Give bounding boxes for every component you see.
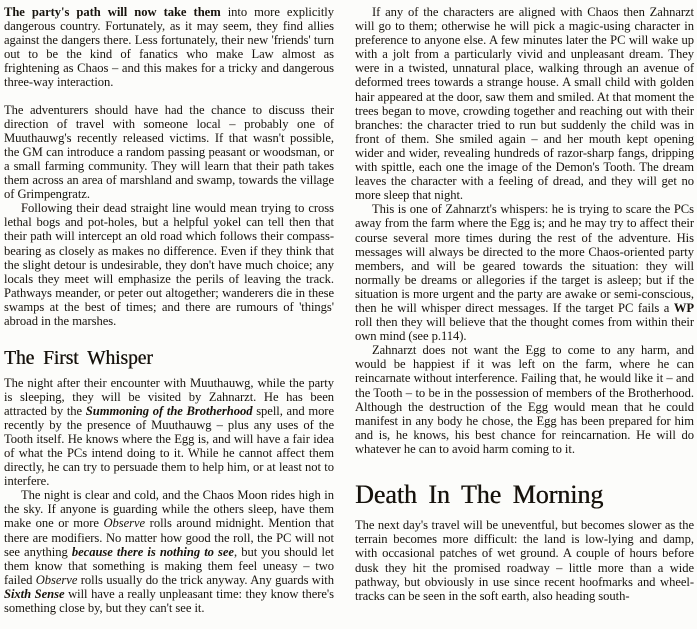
paragraph xyxy=(355,202,694,343)
paragraph xyxy=(4,201,334,328)
paragraph xyxy=(4,376,334,489)
right-column xyxy=(355,5,694,629)
text-run: Zahnarzt does not want the Egg to come to any harm, and would be happiest if it was left on the farm, where he can reincarnate without interference. Failing that, he would like it – and the Tooth – to be in the possession of members of the Brotherhood. Although the destruction of the Egg would mean that he could manifest in any body he chose, the Egg has been prepared for him and is, he knows, his best chance for reincarnation. He will do whatever he can to avoid harm coming to it. xyxy=(355,343,694,456)
paragraph xyxy=(4,488,334,615)
text-run: This is one of Zahnarzt's whispers: he is trying to scare the PCs away from the farm where the Egg is; and he may try to affect their course several more times during the rest of the adventure. His messages will always be directed to the more Chaos-oriented party members, and will be geared towards the situation: they will normally be dreams or allegories if the target is asleep; but if the situation is more urgent and the party are awake or semi-conscious, then he will whisper direct messages. If the target PC fails a xyxy=(355,202,694,315)
text-run: into more explicitly dangerous country. Fortunately, as it may seem, they find allies against the dangers there. Less fortunately, their new 'friends' turn out to be the kind of fanatics who make Law almost as frightening as Chaos – and this makes for a tricky and dangerous three-way interaction. xyxy=(4,5,335,90)
paragraph xyxy=(355,343,694,456)
text-run: because there is nothing to see xyxy=(71,544,234,559)
text-run: spell, and more recently by the presence of Muuthauwg – plus any uses of the Tooth itself. He knows where the Egg is, and will have a fair idea of what the PCs intend doing to it. While he cannot affect them directly, he can try to persuade them to help him, or at least not to interfere. xyxy=(4,403,334,489)
paragraph xyxy=(4,103,334,202)
text-run: Observe xyxy=(103,516,146,531)
text-run: Sixth Sense xyxy=(4,586,65,601)
text-run: Observe xyxy=(35,572,78,587)
paragraph xyxy=(355,5,694,202)
text-run: The next day's travel will be uneventful, but becomes slower as the terrain becomes more difficult: the land is low-lying and damp, with occasional patches of wet ground. A couple of hours before dusk they hit the promised roadway – little more than a wide pathway, but obviously in use since recent hoofmarks and wheel-tracks can be seen in the soft earth, also heading south- xyxy=(355,518,694,603)
left-column xyxy=(4,5,334,629)
text-run: WP xyxy=(673,300,694,315)
text-run: The night after their encounter with Muuthauwg, while the party is sleeping, they will be visited by Zahnarzt. He has been attracted by the xyxy=(4,375,334,418)
section-heading: The First Whisper xyxy=(4,348,153,370)
text-run: The adventurers should have had the chance to discuss their direction of travel with someone local – probably one of Muuthauwg's recently released victims. If that wasn't possible, the GM can introduce a random passing peasant or woodsman, or a small farming community. They will learn that their path takes them across an area of marshland and swamp, towards the village of Grimpengratz. xyxy=(4,102,334,202)
text-run: , but you should let them know that something is making them feel uneasy – two failed xyxy=(4,544,334,587)
text-run: rolls usually do the trick anyway. Any guards with xyxy=(77,572,334,587)
section-heading: Death In The Morning xyxy=(355,480,604,509)
paragraph xyxy=(4,5,334,90)
text-run: The party's path will now take them xyxy=(4,5,221,19)
text-run: roll then they will believe that the thought comes from within their own mind (see p.114). xyxy=(355,315,694,344)
text-run: If any of the characters are aligned with Chaos then Zahnarzt will go to them; otherwise he will pick a magic-using character in preference to anyone else. A few minutes later the PC will wake up with a jolt from a particularly vivid and unpleasant dream. They were in a twisted, unnatural place, walking through an avenue of deformed trees towards a strange house. A small child with golden hair appeared at the door, saw them and smiled. At that moment the trees began to move, crowding together and reaching out with their branches: the character tried to run but suddenly the child was in front of them. She smiled again – and her mouth kept opening wider and wider, revealing hundreds of razor-sharp fangs, dripping with spittle, each one the image of the Demon's Tooth. The dream leaves the character with a feeling of dread, and they will get no more sleep that night. xyxy=(355,5,694,203)
text-run: will have a really unpleasant time: they know there's something close by, but they can't see it. xyxy=(4,586,334,616)
text-run: Following their dead straight line would mean trying to cross lethal bogs and pot-holes, but a helpful yokel can tell then that their path will intercept an old road which follows their compass-bearing as closely as makes no difference. Even if they think that the slight detour is undesirable, they don't have much choice; any locals they meet will emphasize the perils of leaving the track. Pathways meander, or peter out altogether; wanderers die in these swamps at the best of times; and there are rumours of 'things' abroad in the marshes. xyxy=(4,201,334,328)
text-run: Summoning of the Brotherhood xyxy=(85,403,253,418)
text-run: The night is clear and cold, and the Chaos Moon rides high in the sky. If anyone is guarding while the others sleep, have them make one or more xyxy=(4,488,334,531)
paragraph xyxy=(355,518,694,603)
text-run: rolls around midnight. Mention that there are modifiers. No matter how good the roll, the PC will not see anything xyxy=(4,516,334,559)
